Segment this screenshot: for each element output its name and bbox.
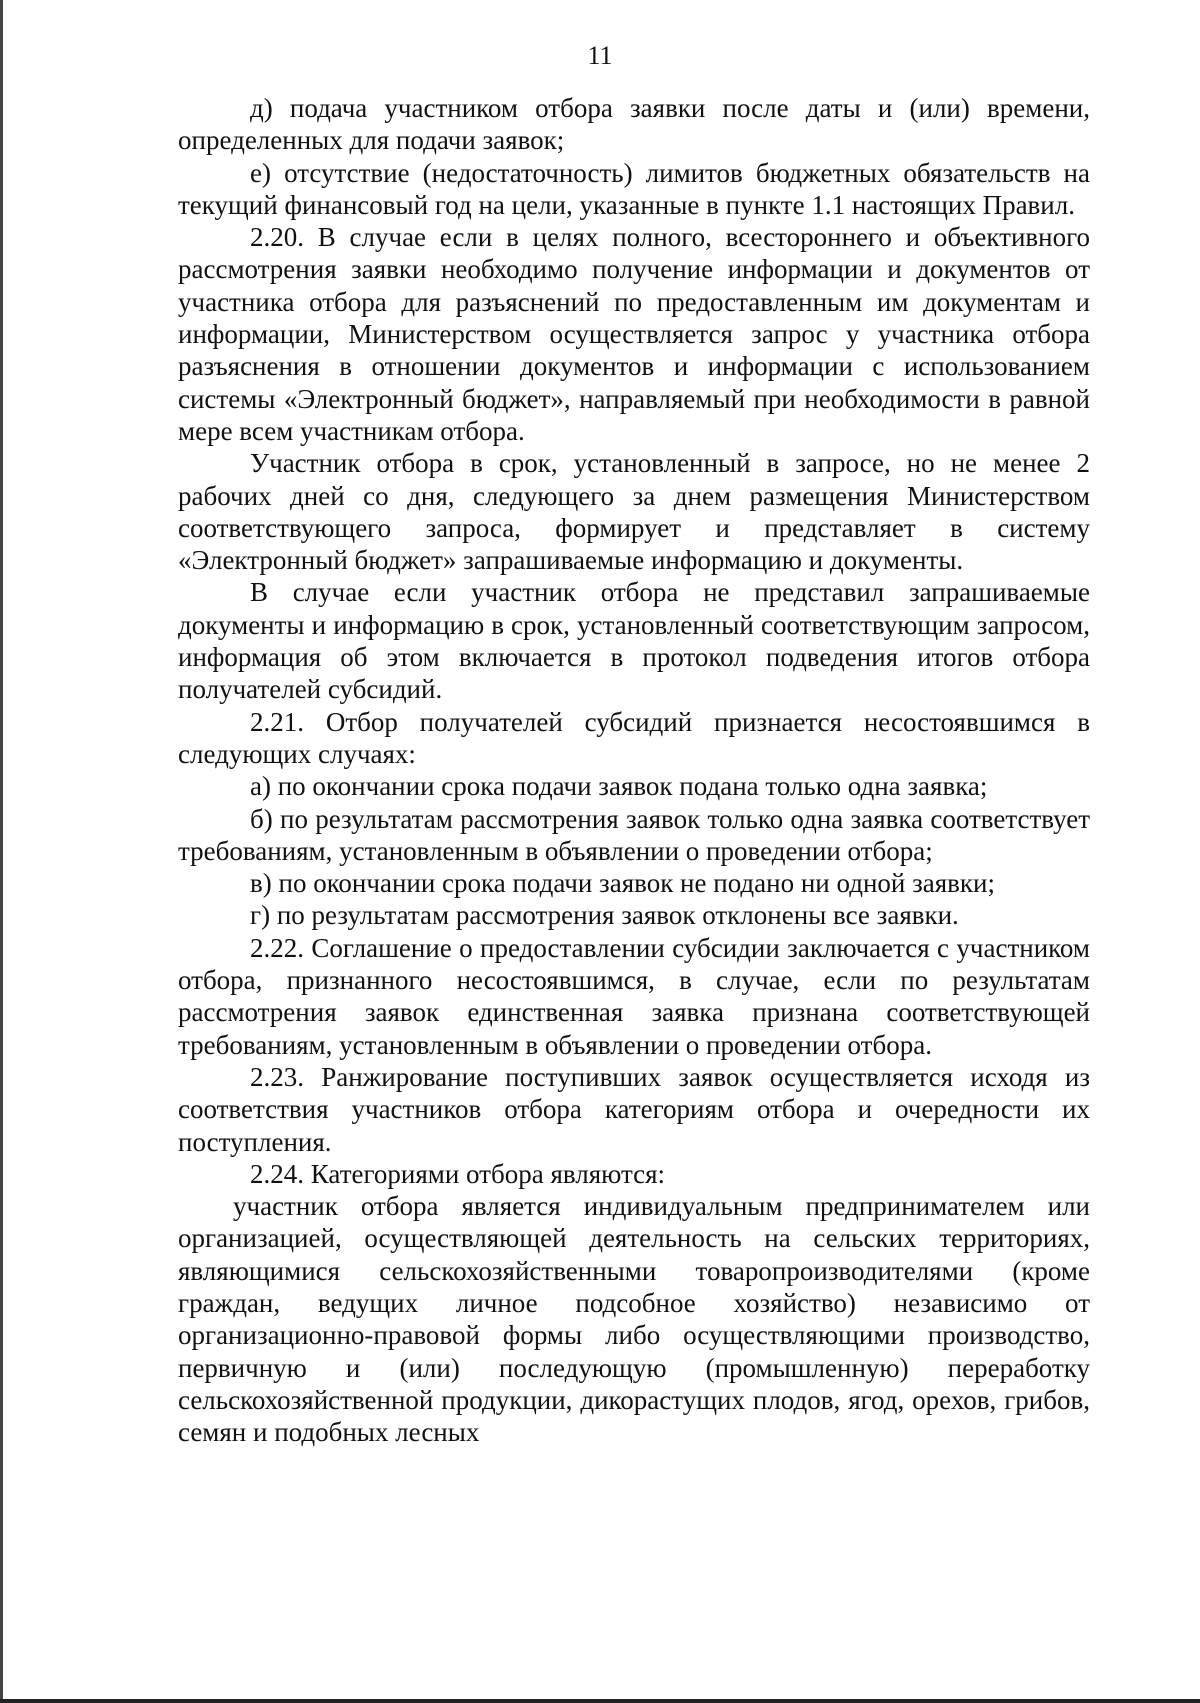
paragraph-2-24: 2.24. Категориями отбора являются: xyxy=(250,1158,665,1189)
paragraph-category: участник отбора является индивидуальным предпринимателем или организацией, осуществляющей деятельность на сельских территориях, являющимися сельскохозяйственными товаропроизводителями (кроме граждан, ведущих личное подсобное хозяйство) независимо от организационно-правовой формы либо осуществляющими производство, первичную и (или) последующую (промышленную) переработку сельскохозяйственной продукции, дикорастущих плодов, ягод, орехов, грибов, семян и подобных лесных xyxy=(178,1191,1090,1448)
scan-bottom-edge xyxy=(0,1699,1200,1703)
page-number: 11 xyxy=(587,41,613,70)
scan-left-edge xyxy=(0,0,3,1703)
paragraph-2-21: 2.21. Отбор получателей субсидий признается несостоявшимся в следующих случаях: xyxy=(178,706,1090,769)
paragraph-2-22: 2.22. Соглашение о предоставлении субсидии заключается с участником отбора, признанного несостоявшимся, в случае, если по результатам рассмотрения заявок единственная заявка признана соответствующей требованиям, установленным в объявлении о проведении отбора. xyxy=(178,932,1090,1060)
paragraph-case-v: в) по окончании срока подачи заявок не подано ни одной заявки; xyxy=(250,868,995,899)
paragraph-case-b: б) по результатам рассмотрения заявок только одна заявка соответствует требованиям, установленным в объявлении о проведении отбора; xyxy=(178,803,1090,866)
paragraph-response-deadline: Участник отбора в срок, установленный в запросе, но не менее 2 рабочих дней со дня, следующего за днем размещения Министерством соответствующего запроса, формирует и представляет в систему «Электронный бюджет» запрашиваемые информацию и документы. xyxy=(178,448,1090,576)
paragraph-d: д) подача участником отбора заявки после даты и (или) времени, определенных для подачи заявок; xyxy=(178,93,1090,156)
document-body xyxy=(178,92,1090,1448)
paragraph-case-a: а) по окончании срока подачи заявок подана только одна заявка; xyxy=(250,771,988,802)
paragraph-case-g: г) по результатам рассмотрения заявок отклонены все заявки. xyxy=(250,900,959,931)
paragraph-no-response: В случае если участник отбора не представил запрашиваемые документы и информацию в срок, установленный соответствующим запросом, информация об этом включается в протокол подведения итогов отбора получателей субсидий. xyxy=(178,577,1090,705)
paragraph-e: е) отсутствие (недостаточность) лимитов бюджетных обязательств на текущий финансовый год на цели, указанные в пункте 1.1 настоящих Правил. xyxy=(178,157,1090,220)
paragraph-2-23: 2.23. Ранжирование поступивших заявок осуществляется исходя из соответствия участников отбора категориям отбора и очередности их поступления. xyxy=(178,1061,1090,1157)
paragraph-2-20: 2.20. В случае если в целях полного, всестороннего и объективного рассмотрения заявки необходимо получение информации и документов от участника отбора для разъяснений по предоставленным им документам и информации, Министерством осуществляется запрос у участника отбора разъяснения в отношении документов и информации с использованием системы «Электронный бюджет», направляемый при необходимости в равной мере всем участникам отбора. xyxy=(178,222,1090,446)
